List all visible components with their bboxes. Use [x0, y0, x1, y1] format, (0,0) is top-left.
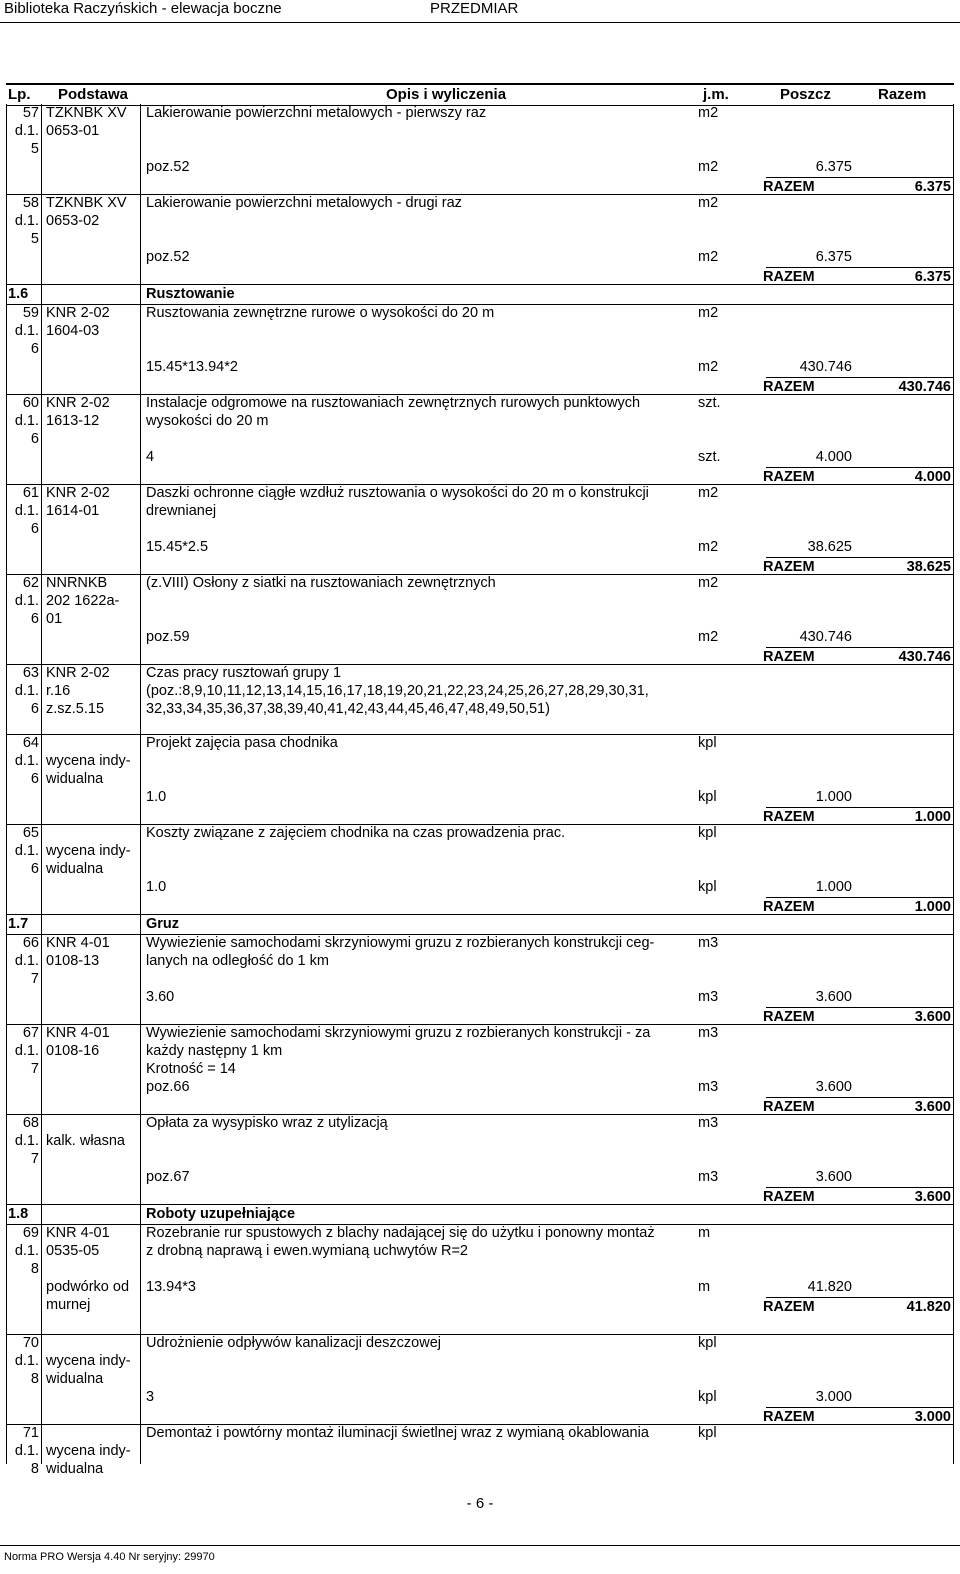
item-podstawa: TZKNBK XV — [46, 105, 127, 121]
item-podstawa: KNR 2-02 — [46, 485, 110, 501]
item-location: podwórko od — [46, 1279, 130, 1295]
razem-label: RAZEM — [763, 379, 815, 395]
item-podstawa: kalk. własna — [46, 1133, 125, 1149]
item-lp: d.1. — [14, 413, 39, 429]
col-jm: j.m. — [703, 86, 729, 103]
item-lp: 70 — [22, 1335, 39, 1351]
calc-unit: m2 — [698, 159, 719, 175]
table-body — [6, 104, 954, 1477]
item-lp: 6 — [30, 521, 39, 537]
item-lp: 6 — [30, 431, 39, 447]
col-divider — [140, 104, 141, 1464]
item-lp: 68 — [22, 1115, 39, 1131]
calc-unit: m2 — [698, 539, 719, 555]
item-unit: m2 — [698, 305, 719, 321]
razem-label: RAZEM — [763, 899, 815, 915]
item-lp: d.1. — [14, 1443, 39, 1459]
item-podstawa: 1613-12 — [46, 413, 100, 429]
item-podstawa: KNR 4-01 — [46, 1225, 110, 1241]
calc-value: 3.600 — [815, 1079, 852, 1095]
footer-divider — [0, 1545, 960, 1546]
item-podstawa: 0108-16 — [46, 1043, 100, 1059]
razem-label: RAZEM — [763, 649, 815, 665]
section-number: 1.6 — [8, 286, 29, 302]
item-podstawa: widualna — [46, 771, 104, 787]
calc-value: 3.600 — [815, 1169, 852, 1185]
item-podstawa: wycena indy- — [46, 1443, 131, 1459]
software-note: Norma PRO Wersja 4.40 Nr seryjny: 29970 — [4, 1551, 215, 1563]
calc-value: 6.375 — [815, 249, 852, 265]
item-description: Wywiezienie samochodami skrzyniowymi gruzu z rozbieranych konstrukcji - za — [146, 1025, 651, 1041]
item-lp: d.1. — [14, 753, 39, 769]
item-lp: 71 — [22, 1425, 39, 1441]
item-unit: szt. — [698, 395, 721, 411]
item-lp: 6 — [30, 771, 39, 787]
calc-expression: 13.94*3 — [146, 1279, 196, 1295]
calc-value: 430.746 — [799, 629, 852, 645]
item-podstawa: 0108-13 — [46, 953, 100, 969]
item-unit: kpl — [698, 1425, 717, 1441]
razem-label: RAZEM — [763, 1299, 815, 1315]
col-divider — [953, 104, 954, 1464]
calc-expression: poz.52 — [146, 159, 190, 175]
item-description: (poz.:8,9,10,11,12,13,14,15,16,17,18,19,20,21,22,23,24,25,26,27,28,29,30,31, — [146, 683, 649, 699]
item-unit: m3 — [698, 1025, 719, 1041]
calc-unit: szt. — [698, 449, 721, 465]
calc-expression: 15.45*13.94*2 — [146, 359, 238, 375]
calc-unit: kpl — [698, 789, 717, 805]
item-lp: d.1. — [14, 1353, 39, 1369]
item-unit: m3 — [698, 1115, 719, 1131]
item-podstawa: widualna — [46, 1461, 104, 1477]
item-podstawa: KNR 2-02 — [46, 665, 110, 681]
item-podstawa: 0653-01 — [46, 123, 100, 139]
calc-unit: kpl — [698, 1389, 717, 1405]
item-description: z drobną naprawą i ewen.wymianą uchwytów R=2 — [146, 1243, 468, 1259]
project-title: Biblioteka Raczyńskich - elewacja boczne — [4, 0, 282, 17]
item-podstawa: 0535-05 — [46, 1243, 100, 1259]
calc-value: 3.600 — [815, 989, 852, 1005]
item-description: lanych na odległość do 1 km — [146, 953, 329, 969]
calc-expression: poz.52 — [146, 249, 190, 265]
razem-value: 3.600 — [914, 1189, 951, 1205]
item-lp: d.1. — [14, 123, 39, 139]
razem-value: 41.820 — [906, 1299, 951, 1315]
item-lp: 6 — [30, 861, 39, 877]
item-description: Lakierowanie powierzchni metalowych - drugi raz — [146, 195, 462, 211]
item-unit: m2 — [698, 575, 719, 591]
item-lp: 64 — [22, 735, 39, 751]
razem-label: RAZEM — [763, 1009, 815, 1025]
item-lp: 69 — [22, 1225, 39, 1241]
item-unit: m2 — [698, 485, 719, 501]
item-lp: d.1. — [14, 953, 39, 969]
item-description: Rusztowania zewnętrzne rurowe o wysokości do 20 m — [146, 305, 495, 321]
item-description: Rozebranie rur spustowych z blachy nadającej się do użytku i ponowny montaż — [146, 1225, 655, 1241]
item-podstawa: TZKNBK XV — [46, 195, 127, 211]
calc-expression: 1.0 — [146, 879, 167, 895]
razem-label: RAZEM — [763, 179, 815, 195]
section-title: Gruz — [146, 916, 180, 932]
section-number: 1.8 — [8, 1206, 29, 1222]
calc-expression: 15.45*2.5 — [146, 539, 209, 555]
col-divider — [41, 104, 42, 1464]
razem-value: 38.625 — [906, 559, 951, 575]
item-podstawa: KNR 4-01 — [46, 1025, 110, 1041]
col-podstawa: Podstawa — [58, 86, 129, 103]
item-lp: d.1. — [14, 1133, 39, 1149]
item-unit: m2 — [698, 195, 719, 211]
calc-expression: 4 — [146, 449, 155, 465]
item-podstawa: 1614-01 — [46, 503, 100, 519]
item-description: każdy następny 1 km — [146, 1043, 283, 1059]
item-lp: 66 — [22, 935, 39, 951]
item-unit: kpl — [698, 1335, 717, 1351]
calc-expression: poz.67 — [146, 1169, 190, 1185]
item-description: Udrożnienie odpływów kanalizacji deszczowej — [146, 1335, 441, 1351]
item-lp: 60 — [22, 395, 39, 411]
item-description: Daszki ochronne ciągłe wzdłuż rusztowania o wysokości do 20 m o konstrukcji — [146, 485, 649, 501]
item-podstawa: z.sz.5.15 — [46, 701, 105, 717]
item-podstawa: KNR 4-01 — [46, 935, 110, 951]
item-description: Opłata za wysypisko wraz z utylizacją — [146, 1115, 388, 1131]
item-lp: d.1. — [14, 683, 39, 699]
item-lp: 58 — [22, 195, 39, 211]
section-title: Rusztowanie — [146, 286, 235, 302]
razem-value: 6.375 — [914, 269, 951, 285]
razem-label: RAZEM — [763, 269, 815, 285]
calc-value: 430.746 — [799, 359, 852, 375]
item-lp: 5 — [30, 231, 39, 247]
item-unit: kpl — [698, 825, 717, 841]
item-lp: 8 — [30, 1371, 39, 1387]
calc-expression: poz.66 — [146, 1079, 190, 1095]
item-lp: 7 — [30, 971, 39, 987]
item-description: Lakierowanie powierzchni metalowych - pierwszy raz — [146, 105, 487, 121]
item-lp: 6 — [30, 701, 39, 717]
item-podstawa: r.16 — [46, 683, 71, 699]
razem-value: 1.000 — [914, 899, 951, 915]
razem-label: RAZEM — [763, 469, 815, 485]
calc-unit: m3 — [698, 1169, 719, 1185]
razem-label: RAZEM — [763, 1409, 815, 1425]
item-podstawa: 01 — [46, 611, 63, 627]
item-podstawa: wycena indy- — [46, 1353, 131, 1369]
item-description: Wywiezienie samochodami skrzyniowymi gruzu z rozbieranych konstrukcji ceg- — [146, 935, 655, 951]
item-podstawa: wycena indy- — [46, 843, 131, 859]
column-header-row — [6, 83, 954, 106]
item-lp: d.1. — [14, 593, 39, 609]
item-lp: 6 — [30, 341, 39, 357]
item-podstawa: 0653-02 — [46, 213, 100, 229]
item-lp: 7 — [30, 1151, 39, 1167]
calc-expression: 1.0 — [146, 789, 167, 805]
item-lp: 7 — [30, 1061, 39, 1077]
item-lp: d.1. — [14, 843, 39, 859]
item-lp: 59 — [22, 305, 39, 321]
calc-value: 38.625 — [807, 539, 852, 555]
calc-value: 3.000 — [815, 1389, 852, 1405]
item-podstawa: wycena indy- — [46, 753, 131, 769]
col-poszcz: Poszcz — [780, 86, 831, 103]
razem-label: RAZEM — [763, 809, 815, 825]
razem-label: RAZEM — [763, 1189, 815, 1205]
item-podstawa: widualna — [46, 1371, 104, 1387]
item-lp: 65 — [22, 825, 39, 841]
item-lp: 67 — [22, 1025, 39, 1041]
item-podstawa: widualna — [46, 861, 104, 877]
item-lp: d.1. — [14, 323, 39, 339]
razem-value: 3.600 — [914, 1009, 951, 1025]
col-lp: Lp. — [8, 86, 31, 103]
item-description: Koszty związane z zajęciem chodnika na czas prowadzenia prac. — [146, 825, 566, 841]
item-lp: 62 — [22, 575, 39, 591]
item-podstawa: 202 1622a- — [46, 593, 120, 609]
item-lp: d.1. — [14, 213, 39, 229]
calc-value: 1.000 — [815, 879, 852, 895]
calc-unit: m2 — [698, 249, 719, 265]
razem-value: 3.000 — [914, 1409, 951, 1425]
razem-value: 430.746 — [898, 649, 951, 665]
calc-value: 1.000 — [815, 789, 852, 805]
item-lp: 63 — [22, 665, 39, 681]
document-type: PRZEDMIAR — [430, 0, 519, 17]
item-lp: d.1. — [14, 503, 39, 519]
item-description: Projekt zajęcia pasa chodnika — [146, 735, 338, 751]
item-description: wysokości do 20 m — [146, 413, 269, 429]
item-lp: 57 — [22, 105, 39, 121]
razem-value: 430.746 — [898, 379, 951, 395]
col-razem: Razem — [878, 86, 927, 103]
calc-expression: 3 — [146, 1389, 155, 1405]
calc-unit: m — [698, 1279, 711, 1295]
razem-value: 3.600 — [914, 1099, 951, 1115]
razem-value: 1.000 — [914, 809, 951, 825]
calc-value: 41.820 — [807, 1279, 852, 1295]
razem-label: RAZEM — [763, 1099, 815, 1115]
item-podstawa: NNRNKB — [46, 575, 108, 591]
item-podstawa: 1604-03 — [46, 323, 100, 339]
item-description: drewnianej — [146, 503, 217, 519]
calc-unit: m3 — [698, 989, 719, 1005]
item-unit: m — [698, 1225, 711, 1241]
section-title: Roboty uzupełniające — [146, 1206, 296, 1222]
item-description: Krotność = 14 — [146, 1061, 236, 1077]
section-number: 1.7 — [8, 916, 29, 932]
item-unit: kpl — [698, 735, 717, 751]
item-lp: 8 — [30, 1461, 39, 1477]
calc-expression: 3.60 — [146, 989, 175, 1005]
item-description: Czas pracy rusztowań grupy 1 — [146, 665, 342, 681]
item-description: Instalacje odgromowe na rusztowaniach zewnętrznych rurowych punktowych — [146, 395, 641, 411]
razem-value: 6.375 — [914, 179, 951, 195]
calc-value: 4.000 — [815, 449, 852, 465]
item-unit: m2 — [698, 105, 719, 121]
calc-expression: poz.59 — [146, 629, 190, 645]
page-number: - 6 - — [466, 1495, 494, 1512]
item-description: (z.VIII) Osłony z siatki na rusztowaniach zewnętrznych — [146, 575, 496, 591]
item-description: Demontaż i powtórny montaż iluminacji świetlnej wraz z wymianą okablowania — [146, 1425, 649, 1441]
item-lp: 8 — [30, 1261, 39, 1277]
calc-unit: m2 — [698, 359, 719, 375]
item-lp: 6 — [30, 611, 39, 627]
razem-label: RAZEM — [763, 559, 815, 575]
item-lp: d.1. — [14, 1043, 39, 1059]
item-lp: d.1. — [14, 1243, 39, 1259]
item-podstawa: KNR 2-02 — [46, 305, 110, 321]
col-opis: Opis i wyliczenia — [386, 86, 507, 103]
item-description: 32,33,34,35,36,37,38,39,40,41,42,43,44,45,46,47,48,49,50,51) — [146, 701, 550, 717]
calc-unit: kpl — [698, 879, 717, 895]
item-lp: 61 — [22, 485, 39, 501]
calc-unit: m2 — [698, 629, 719, 645]
razem-value: 4.000 — [914, 469, 951, 485]
header-divider — [0, 22, 960, 23]
item-unit: m3 — [698, 935, 719, 951]
item-podstawa: KNR 2-02 — [46, 395, 110, 411]
calc-value: 6.375 — [815, 159, 852, 175]
item-location: murnej — [46, 1297, 91, 1313]
calc-unit: m3 — [698, 1079, 719, 1095]
item-lp: 5 — [30, 141, 39, 157]
